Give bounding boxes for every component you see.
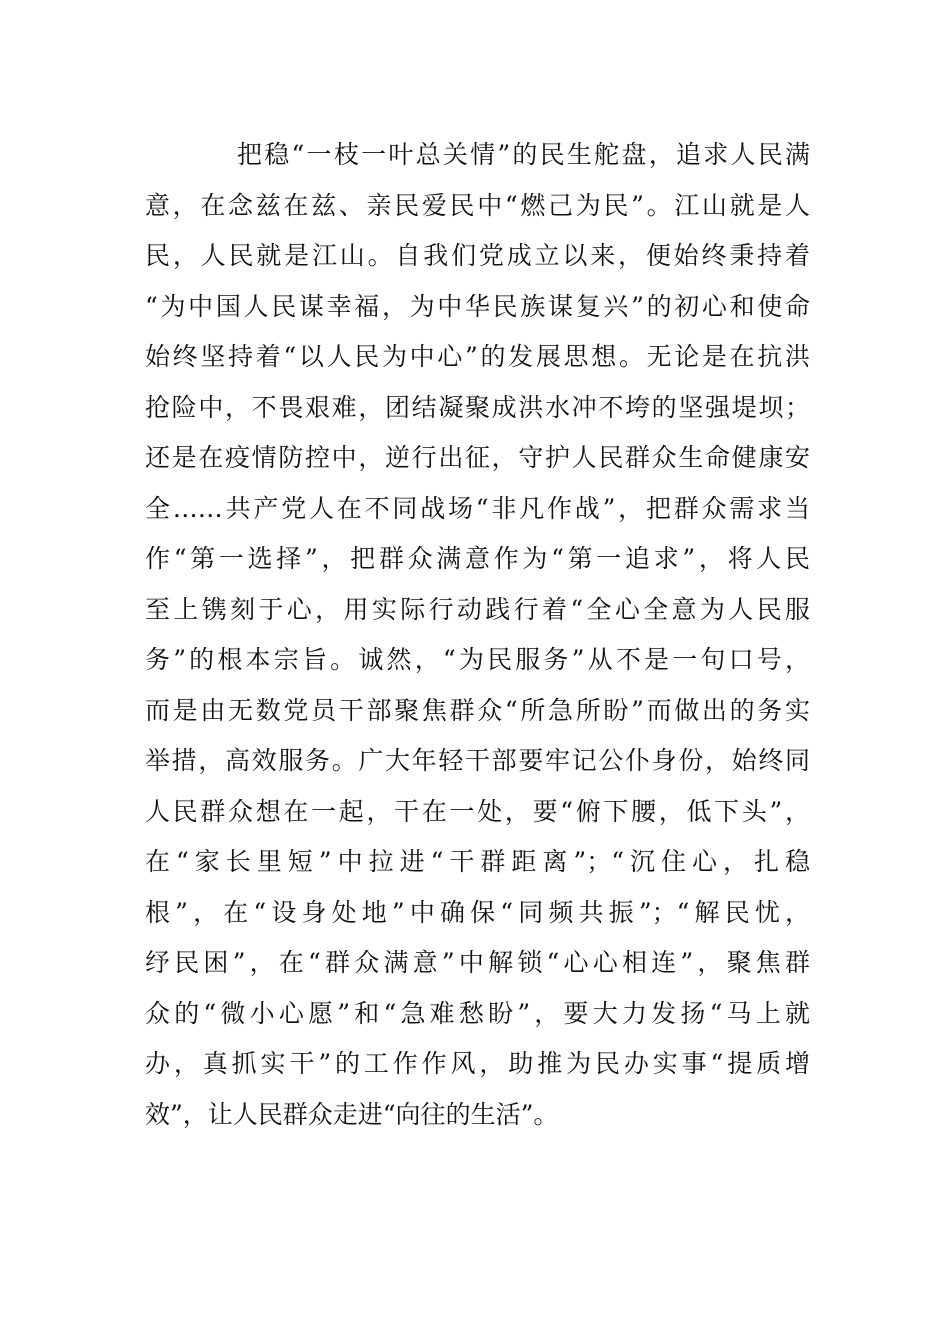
paragraph-line: 务”的根本宗旨。诚然，“为民服务”从不是一句口号， — [145, 645, 810, 674]
paragraph-line: 根”，在“设身处地”中确保“同频共振”；“解民忧， — [145, 897, 810, 927]
paragraph-line: 众的“微小心愿”和“急难愁盼”，要大力发扬“马上就 — [145, 998, 810, 1028]
paragraph-line: 全……共产党人在不同战场“非凡作战”，把群众需求当 — [145, 493, 810, 523]
paragraph-line: 纾民困”，在“群众满意”中解锁“心心相连”，聚焦群 — [145, 948, 810, 977]
paragraph-line: 抢险中，不畏艰难，团结凝聚成洪水冲不垮的坚强堤坝； — [145, 392, 810, 422]
paragraph-line: 效”，让人民群众走进“向往的生活”。 — [145, 1099, 559, 1129]
paragraph-line: 把稳“一枝一叶总关情”的民生舵盘，追求人民满 — [237, 140, 810, 169]
paragraph-line: 作“第一选择”，把群众满意作为“第一追求”，将人民 — [145, 544, 810, 573]
paragraph-line: 在“家长里短”中拉进“干群距离”；“沉住心，扎稳 — [145, 847, 810, 876]
paragraph-line: 至上镌刻于心，用实际行动践行着“全心全意为人民服 — [145, 594, 810, 624]
paragraph-line: 还是在疫情防控中，逆行出征，守护人民群众生命健康安 — [145, 443, 810, 472]
paragraph-line: 民，人民就是江山。自我们党成立以来，便始终秉持着 — [145, 241, 810, 270]
paragraph-line: 举措，高效服务。广大年轻干部要牢记公仆身份，始终同 — [145, 746, 810, 775]
paragraph-line: 而是由无数党员干部聚焦群众“所急所盼”而做出的务实 — [145, 695, 810, 725]
paragraph-line: 人民群众想在一起，干在一处，要“俯下腰，低下头”， — [145, 796, 810, 826]
paragraph-line: 始终坚持着“以人民为中心”的发展思想。无论是在抗洪 — [145, 342, 810, 371]
paragraph-line: “为中国人民谋幸福，为中华民族谋复兴”的初心和使命 — [145, 291, 810, 321]
body-paragraph — [145, 130, 810, 1140]
paragraph-line: 意，在念兹在兹、亲民爱民中“燃己为民”。江山就是人 — [145, 190, 810, 220]
paragraph-line: 办，真抓实干”的工作作风，助推为民办实事“提质增 — [145, 1049, 810, 1078]
